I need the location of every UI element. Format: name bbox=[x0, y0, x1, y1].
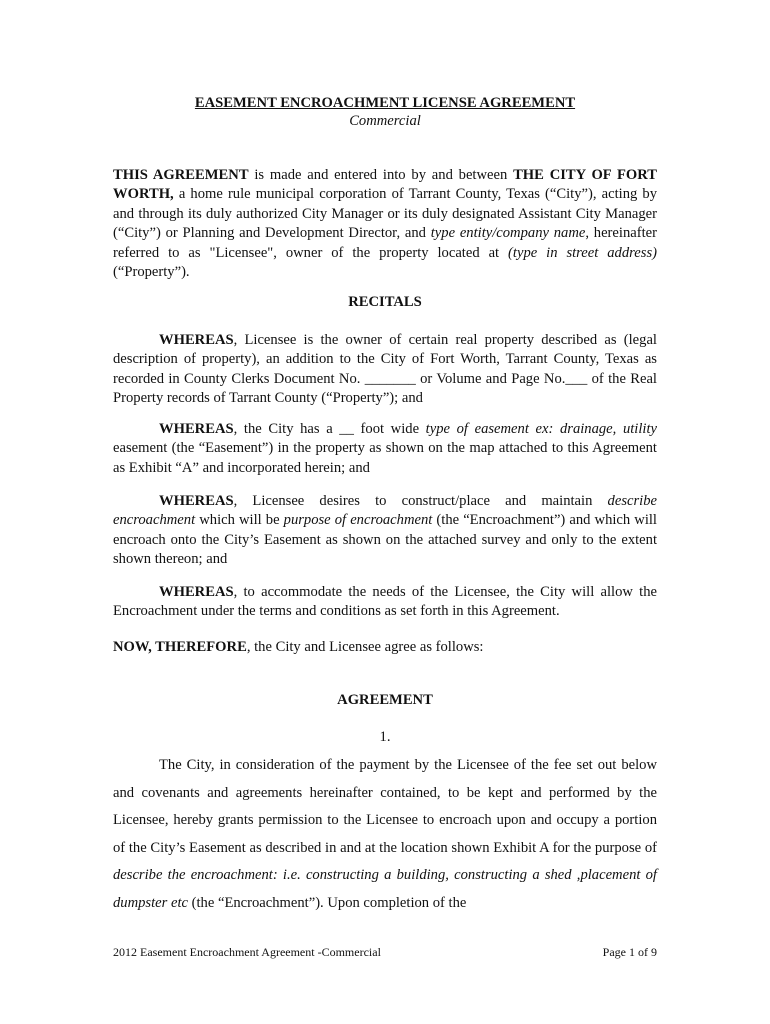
whereas-paragraph-4 bbox=[113, 583, 657, 622]
intro-text-3: , hereinafter referred to as "Licensee", owner of the property located at bbox=[113, 225, 657, 261]
footer-document-name: 2012 Easement Encroachment Agreement -Commercial bbox=[113, 945, 381, 959]
intro-lead: THIS AGREEMENT bbox=[113, 167, 249, 183]
whereas-lead-2: WHEREAS bbox=[159, 421, 234, 437]
intro-paragraph bbox=[113, 166, 657, 282]
entity-placeholder: type entity/company name bbox=[430, 225, 586, 242]
section-1-paragraph bbox=[113, 752, 657, 918]
whereas-text-2a: , the City has a __ foot wide bbox=[233, 421, 426, 437]
section-number: 1. bbox=[379, 729, 391, 745]
easement-type-placeholder: type of easement ex: drainage, utility bbox=[425, 421, 657, 437]
whereas-text-2b: easement (the “Easement”) in the property as shown on the map attached to this Agreement as Exhibit “A” and incorporated herein; and bbox=[113, 440, 657, 476]
now-therefore-text: , the City and Licensee agree as follows: bbox=[246, 639, 484, 655]
whereas-text-3a: , Licensee desires to construct/place and maintain bbox=[233, 493, 608, 509]
intro-text-1: is made and entered into by and between bbox=[248, 167, 514, 183]
encroachment-purpose-placeholder: purpose of encroachment bbox=[283, 512, 433, 529]
whereas-text-1: , Licensee is the owner of certain real property described as (legal description of property), an addition to the City of Fort Worth, Tarrant County, Texas as recorded in County Clerks Document No. _______ or Volume and Page No.___ of the Real Property records of Tarrant County (“Property”); and bbox=[113, 332, 657, 407]
whereas-lead-3: WHEREAS bbox=[159, 493, 234, 509]
encroachment-description-placeholder: describe encroachment bbox=[113, 493, 657, 529]
footer-page-number: Page 1 of 9 bbox=[602, 945, 657, 959]
whereas-lead-1: WHEREAS bbox=[159, 332, 234, 348]
section-1-text-1: The City, in consideration of the payment by the Licensee of the fee set out below and covenants and agreements hereinafter contained, to be kept and performed by the Licensee, hereby grants permission to the Licensee to encroach upon and occupy a portion of the City’s Easement as described in and at the location shown Exhibit A for the purpose of bbox=[113, 757, 657, 856]
whereas-text-4: , to accommodate the needs of the Licensee, the City will allow the Encroachment under the terms and conditions as set forth in this Agreement. bbox=[113, 584, 657, 620]
whereas-lead-4: WHEREAS bbox=[159, 584, 234, 600]
section-1-text-2: (the “Encroachment”). Upon completion of the bbox=[187, 894, 467, 911]
address-placeholder: (type in street address) bbox=[508, 244, 657, 261]
whereas-paragraph-1 bbox=[113, 331, 657, 409]
document-subtitle: Commercial bbox=[349, 113, 421, 129]
whereas-text-3b: which will be bbox=[195, 512, 284, 529]
agreement-heading: AGREEMENT bbox=[337, 692, 433, 708]
now-therefore-paragraph bbox=[113, 638, 657, 657]
whereas-paragraph-2 bbox=[113, 420, 657, 478]
intro-text-2: a home rule municipal corporation of Tarrant County, Texas (“City”), acting by and through its duly authorized City Manager or its duly designated Assistant City Manager (“City”) or Planning and Development Director, and bbox=[113, 186, 657, 242]
now-therefore-lead: NOW, THEREFORE bbox=[113, 639, 247, 655]
recitals-heading: RECITALS bbox=[348, 294, 422, 310]
intro-text-4: (“Property”). bbox=[113, 264, 190, 281]
whereas-paragraph-3 bbox=[113, 492, 657, 570]
whereas-text-3c: (the “Encroachment”) and which will encroach onto the City’s Easement as shown on the attached survey and only to the extent shown thereon; and bbox=[113, 512, 657, 568]
document-title: EASEMENT ENCROACHMENT LICENSE AGREEMENT bbox=[194, 95, 576, 111]
encroachment-detail-placeholder: describe the encroachment: i.e. constructing a building, constructing a shed ,placement of dumpster etc bbox=[113, 867, 657, 911]
intro-city-name: THE CITY OF FORT WORTH, bbox=[113, 167, 657, 203]
